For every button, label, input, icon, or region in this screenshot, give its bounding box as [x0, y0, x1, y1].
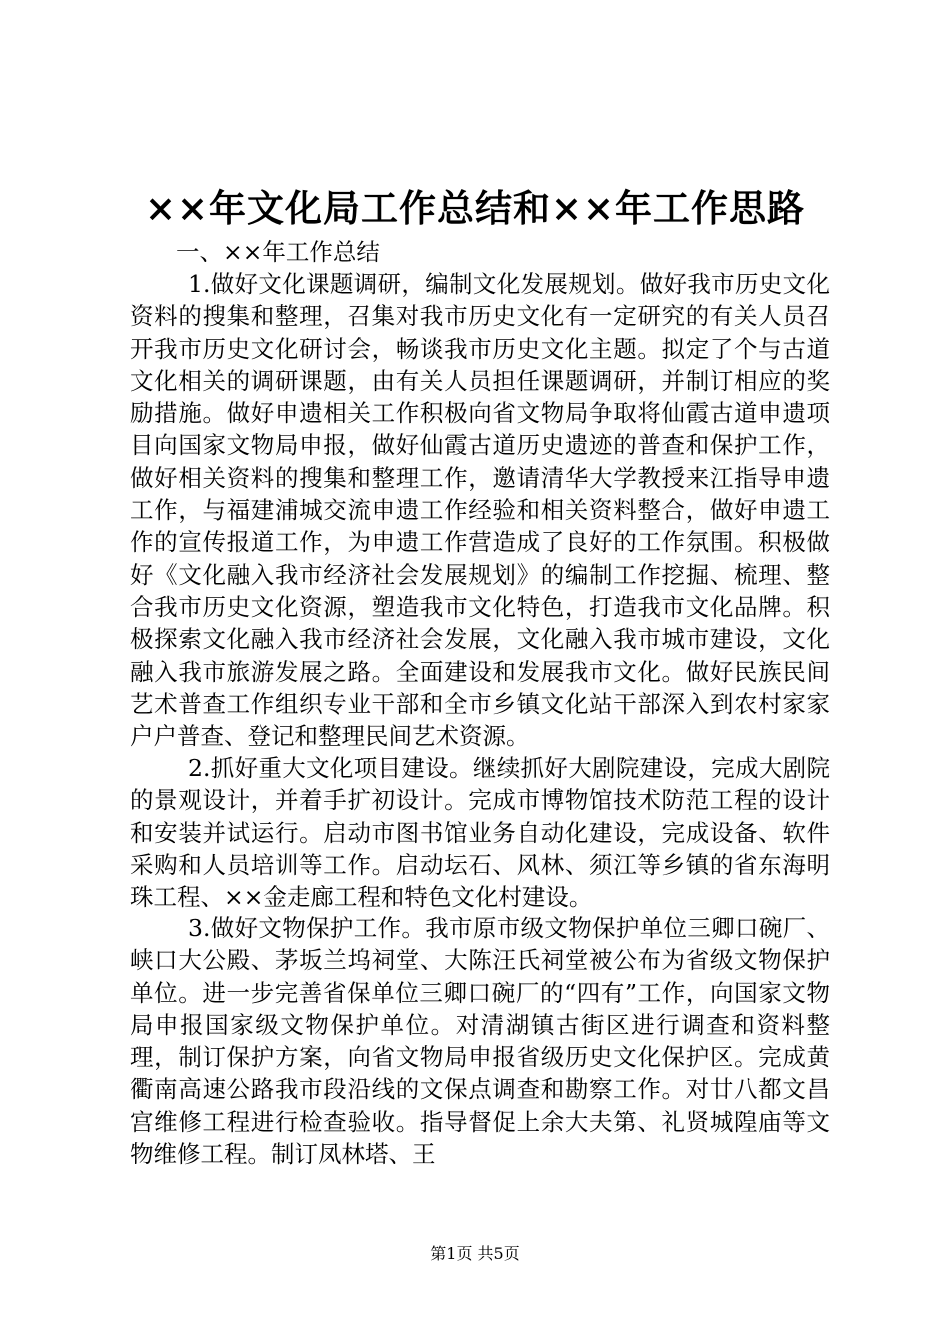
paragraph-2: 2.抓好重大文化项目建设。继续抓好大剧院建设，完成大剧院的景观设计，并着手扩初设计。完成市博物馆技术防范工程的设计和安装并试运行。启动市图书馆业务自动化建设，完成设备、软件采购和人员培训等工作。启动坛石、风林、须江等乡镇的省东海明珠工程、××金走廊工程和特色文化村建设。 — [130, 754, 830, 912]
paragraph-3: 3.做好文物保护工作。我市原市级文物保护单位三卿口碗厂、峡口大公殿、茅坂兰坞祠堂、大陈汪氏祠堂被公布为省级文物保护单位。进一步完善省保单位三卿口碗厂的“四有”工作，向国家文物局申报国家级文物保护单位。对清湖镇古街区进行调查和资料整理，制订保护方案，向省文物局申报省级历史文化保护区。完成黄衢南高速公路我市段沿线的文保点调查和勘察工作。对廿八都文昌宫维修工程进行检查验收。指导督促上余大夫第、礼贤城隍庙等文物维修工程。制订凤林塔、王 — [130, 914, 830, 1169]
section-heading: 一、××年工作总结 — [176, 238, 380, 266]
page-footer: 第1页 共5页 — [430, 1244, 520, 1263]
document-title: ××年文化局工作总结和××年工作思路 — [144, 186, 805, 230]
paragraph-1: 1.做好文化课题调研，编制文化发展规划。做好我市历史文化资料的搜集和整理，召集对我市历史文化有一定研究的有关人员召开我市历史文化研讨会，畅谈我市历史文化主题。拟定了个与古道文化相关的调研课题，由有关人员担任课题调研，并制订相应的奖励措施。做好申遗相关工作积极向省文物局争取将仙霞古道申遗项目向国家文物局申报，做好仙霞古道历史遗迹的普查和保护工作，做好相关资料的搜集和整理工作，邀请清华大学教授来江指导申遗工作，与福建浦城交流申遗工作经验和相关资料整合，做好申遗工作的宣传报道工作，为申遗工作营造成了良好的工作氛围。积极做好《文化融入我市经济社会发展规划》的编制工作挖掘、梳理、整合我市历史文化资源，塑造我市文化特色，打造我市文化品牌。积极探索文化融入我市经济社会发展，文化融入我市城市建设，文化融入我市旅游发展之路。全面建设和发展我市文化。做好民族民间艺术普查工作组织专业干部和全市乡镇文化站干部深入到农村家家户户普查、登记和整理民间艺术资源。 — [130, 270, 830, 751]
